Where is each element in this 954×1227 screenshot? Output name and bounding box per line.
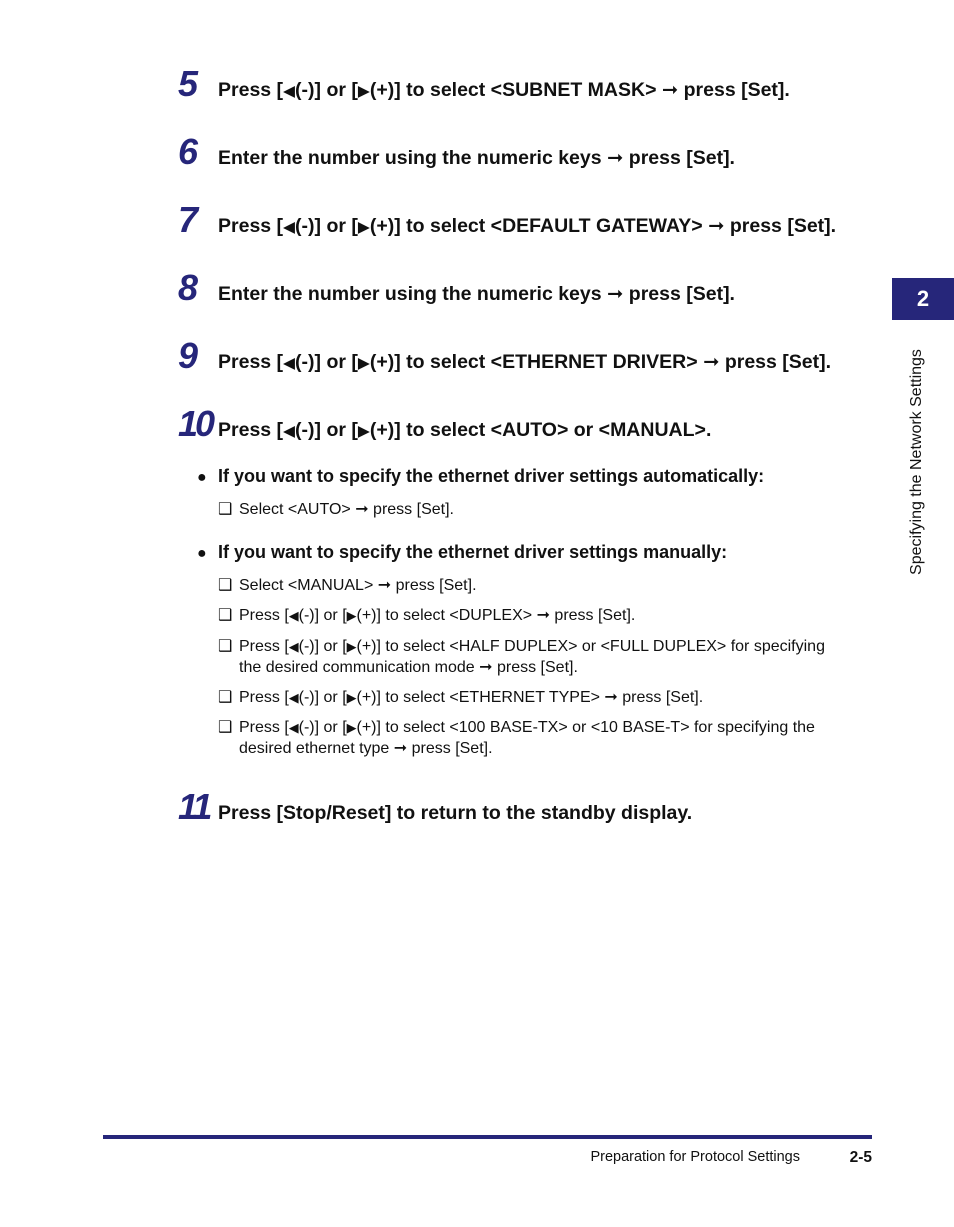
- step-8: [178, 267, 735, 308]
- left-arrow-icon: ◀: [288, 720, 299, 735]
- left-arrow-icon: ◀: [288, 608, 299, 623]
- footer-divider: [103, 1135, 872, 1139]
- manual-settings-heading: ● If you want to specify the ethernet driver settings manually:: [197, 542, 728, 562]
- step-instruction: Press [Stop/Reset] to return to the standby display.: [218, 802, 693, 824]
- right-arrow-icon: ▶: [357, 219, 370, 236]
- checkbox-icon: ❑: [218, 638, 233, 655]
- right-arrow-icon: ▶: [346, 639, 357, 654]
- chapter-title: Specifying the Network Settings: [908, 349, 925, 575]
- left-arrow-icon: ◀: [288, 690, 299, 705]
- right-arrow-icon: ▶: [357, 355, 370, 372]
- left-arrow-icon: ◀: [283, 219, 296, 236]
- arrow-icon: ➞: [661, 79, 679, 101]
- bullet-icon: ●: [197, 469, 207, 486]
- list-item: ❑ Press [◀(-)] or [▶(+)] to select <DUPLEX> ➞ press [Set].: [218, 606, 635, 627]
- step-11: [178, 786, 693, 827]
- checkbox-icon: ❑: [218, 689, 233, 706]
- right-arrow-icon: ▶: [357, 423, 370, 440]
- bullet-icon: ●: [197, 545, 207, 562]
- left-arrow-icon: ◀: [288, 639, 299, 654]
- step-6: [178, 131, 735, 172]
- checkbox-icon: ❑: [218, 501, 233, 518]
- chapter-tab: 2: [892, 278, 954, 320]
- checkbox-icon: ❑: [218, 577, 233, 594]
- arrow-icon: ➞: [355, 501, 369, 518]
- arrow-icon: ➞: [604, 689, 618, 706]
- left-arrow-icon: ◀: [283, 423, 296, 440]
- step-instruction: Press [◀(-)] or [▶(+)] to select <DEFAULT GATEWAY> ➞ press [Set].: [218, 215, 837, 237]
- arrow-icon: ➞: [708, 215, 725, 237]
- step-instruction: Enter the number using the numeric keys ➞ press [Set].: [218, 283, 735, 305]
- right-arrow-icon: ▶: [346, 720, 357, 735]
- step-number: 9: [178, 335, 196, 376]
- step-5: [178, 63, 790, 104]
- right-arrow-icon: ▶: [357, 83, 370, 100]
- list-item: ❑ Press [◀(-)] or [▶(+)] to select <100 BASE-TX> or <10 BASE-T> for specifying the desired ethernet type ➞ press [Set].: [218, 719, 815, 757]
- right-arrow-icon: ▶: [346, 690, 357, 705]
- footer-section-title: Preparation for Protocol Settings: [590, 1149, 800, 1165]
- arrow-icon: ➞: [607, 283, 624, 305]
- step-number: 5: [178, 63, 196, 104]
- checkbox-icon: ❑: [218, 719, 233, 736]
- checkbox-icon: ❑: [218, 607, 233, 624]
- step-number: 10: [178, 403, 213, 444]
- right-arrow-icon: ▶: [346, 608, 357, 623]
- arrow-icon: ➞: [607, 147, 624, 169]
- arrow-icon: ➞: [479, 658, 493, 676]
- step-instruction: Press [◀(-)] or [▶(+)] to select <AUTO> or <MANUAL>.: [218, 419, 712, 441]
- left-arrow-icon: ◀: [283, 355, 296, 372]
- step-instruction: Enter the number using the numeric keys ➞ press [Set].: [218, 147, 735, 169]
- step-instruction: Press [◀(-)] or [▶(+)] to select <ETHERNET DRIVER> ➞ press [Set].: [218, 351, 832, 373]
- arrow-icon: ➞: [703, 351, 720, 373]
- step-number: 8: [178, 267, 196, 308]
- step-number: 11: [178, 786, 210, 827]
- step-instruction: Press [◀(-)] or [▶(+)] to select <SUBNET MASK> ➞ press [Set].: [218, 79, 790, 101]
- arrow-icon: ➞: [393, 739, 408, 757]
- step-number: 6: [178, 131, 196, 172]
- auto-settings-heading: ● If you want to specify the ethernet driver settings automatically:: [197, 466, 765, 486]
- step-7: [178, 199, 837, 240]
- step-10: [178, 403, 712, 444]
- step-number: 7: [178, 199, 196, 240]
- list-item: ❑ Press [◀(-)] or [▶(+)] to select <HALF DUPLEX> or <FULL DUPLEX> for specifying the desired communication mode ➞ press [Set].: [218, 638, 825, 676]
- list-item: ❑ Press [◀(-)] or [▶(+)] to select <ETHERNET TYPE> ➞ press [Set].: [218, 688, 703, 709]
- left-arrow-icon: ◀: [283, 83, 296, 100]
- arrow-icon: ➞: [536, 607, 550, 624]
- arrow-icon: ➞: [377, 577, 392, 594]
- list-item: ❑ Select <AUTO> ➞ press [Set].: [218, 500, 454, 521]
- list-item: ❑ Select <MANUAL> ➞ press [Set].: [218, 576, 477, 597]
- page-number: 2-5: [849, 1149, 872, 1166]
- step-9: [178, 335, 832, 376]
